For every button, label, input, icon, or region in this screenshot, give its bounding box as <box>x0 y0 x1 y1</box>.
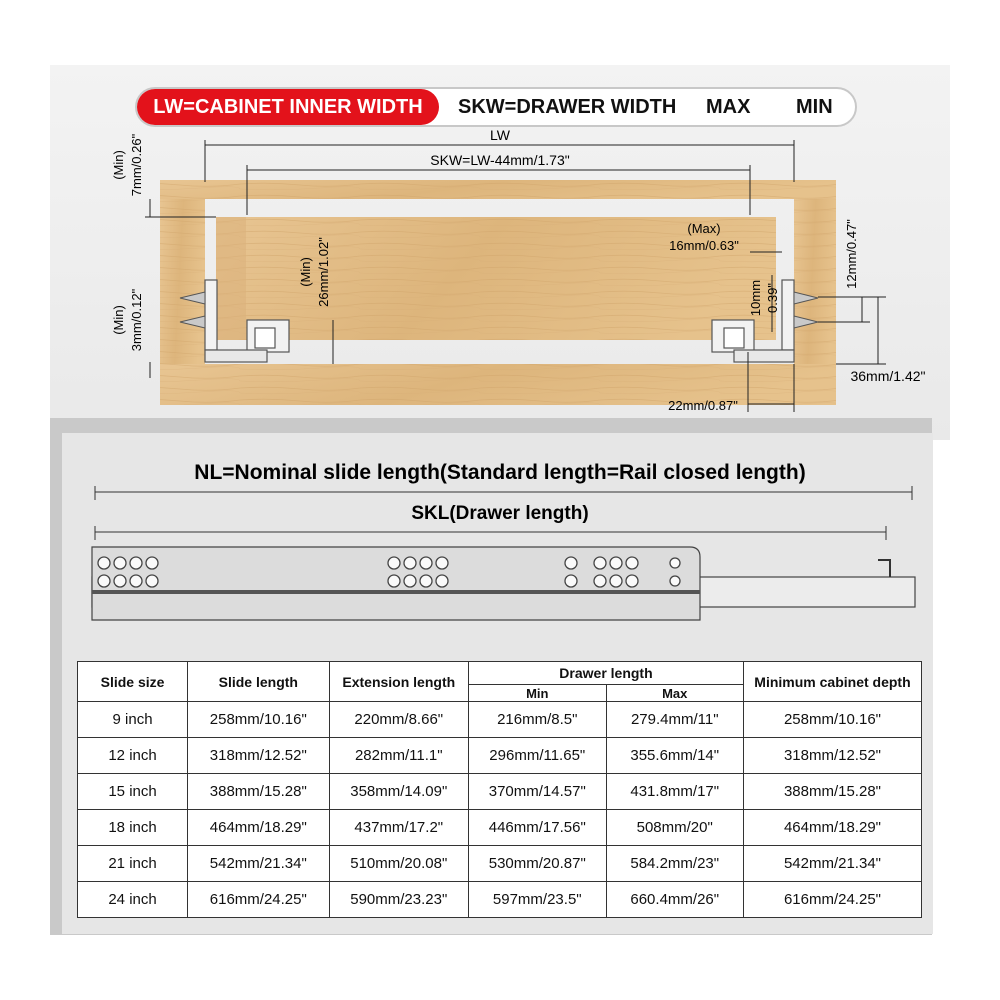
cell-slide-length: 318mm/12.52" <box>188 738 329 774</box>
cell-min-cabinet-depth: 318mm/12.52" <box>743 738 921 774</box>
cell-min-cabinet-depth: 542mm/21.34" <box>743 846 921 882</box>
drawer-height-min-label: (Min) <box>298 257 313 287</box>
nl-dimension-line <box>95 486 912 500</box>
side-gap-max-label: (Max) <box>687 221 721 236</box>
legend-min: MIN <box>796 96 833 118</box>
cell-extension-length: 220mm/8.66" <box>329 702 468 738</box>
right-36mm-label: 36mm/1.42" <box>850 368 926 384</box>
table-row <box>78 810 922 846</box>
cell-slide-size: 21 inch <box>78 846 188 882</box>
skl-label: SKL(Drawer length) <box>411 503 589 524</box>
cell-drawer-max: 508mm/20" <box>606 810 743 846</box>
cell-slide-length: 388mm/15.28" <box>188 774 329 810</box>
skl-dimension-line <box>95 526 886 540</box>
cell-min-cabinet-depth: 258mm/10.16" <box>743 702 921 738</box>
cell-drawer-min: 446mm/17.56" <box>469 810 607 846</box>
header-min-cabinet-depth: Minimum cabinet depth <box>743 662 921 702</box>
skw-label: SKW=LW-44mm/1.73" <box>430 152 570 168</box>
legend-max: MAX <box>706 96 751 118</box>
slide-rail <box>92 547 915 620</box>
side-gap-value-label: 16mm/0.63" <box>669 238 739 253</box>
cell-drawer-min: 530mm/20.87" <box>469 846 607 882</box>
cell-drawer-min: 216mm/8.5" <box>469 702 607 738</box>
cell-extension-length: 590mm/23.23" <box>329 882 468 918</box>
bottom-22mm-label: 22mm/0.87" <box>668 398 738 413</box>
inner-039-label: 0.39" <box>765 283 780 313</box>
right-12mm-label: 12mm/0.47" <box>844 219 859 289</box>
bottom-gap-min-label: (Min) <box>111 305 126 335</box>
header-drawer-min: Min <box>469 685 607 702</box>
cell-drawer-min: 296mm/11.65" <box>469 738 607 774</box>
lw-label: LW <box>490 127 510 143</box>
legend-skw: SKW=DRAWER WIDTH <box>458 96 677 118</box>
cell-slide-size: 15 inch <box>78 774 188 810</box>
cell-drawer-min: 597mm/23.5" <box>469 882 607 918</box>
cell-drawer-min: 370mm/14.57" <box>469 774 607 810</box>
cell-drawer-max: 431.8mm/17" <box>606 774 743 810</box>
cell-slide-length: 464mm/18.29" <box>188 810 329 846</box>
header-extension-length: Extension length <box>329 662 468 702</box>
cell-slide-size: 9 inch <box>78 702 188 738</box>
top-gap-value-label: 7mm/0.26" <box>129 133 144 197</box>
top-gap-min-label: (Min) <box>111 150 126 180</box>
cell-slide-size: 18 inch <box>78 810 188 846</box>
cell-extension-length: 282mm/11.1" <box>329 738 468 774</box>
inner-10mm-label: 10mm <box>748 279 763 317</box>
table-row <box>78 846 922 882</box>
table-row <box>78 882 922 918</box>
cell-slide-length: 542mm/21.34" <box>188 846 329 882</box>
cell-drawer-max: 584.2mm/23" <box>606 846 743 882</box>
cell-extension-length: 358mm/14.09" <box>329 774 468 810</box>
cell-drawer-max: 355.6mm/14" <box>606 738 743 774</box>
header-drawer-length: Drawer length <box>469 662 744 685</box>
drawer-height-value-label: 26mm/1.02" <box>316 237 331 307</box>
table-row <box>78 702 922 738</box>
cell-drawer-max: 279.4mm/11" <box>606 702 743 738</box>
header-slide-size: Slide size <box>78 662 188 702</box>
header-drawer-max: Max <box>606 685 743 702</box>
header-slide-length: Slide length <box>188 662 329 702</box>
cell-min-cabinet-depth: 616mm/24.25" <box>743 882 921 918</box>
nl-label: NL=Nominal slide length(Standard length=Rail closed length) <box>194 461 806 484</box>
table-row <box>78 774 922 810</box>
cell-drawer-max: 660.4mm/26" <box>606 882 743 918</box>
table-header-row <box>78 662 922 685</box>
table-row <box>78 738 922 774</box>
bottom-gap-value-label: 3mm/0.12" <box>129 288 144 352</box>
cell-min-cabinet-depth: 388mm/15.28" <box>743 774 921 810</box>
cell-slide-size: 24 inch <box>78 882 188 918</box>
cell-min-cabinet-depth: 464mm/18.29" <box>743 810 921 846</box>
cell-extension-length: 510mm/20.08" <box>329 846 468 882</box>
spec-table <box>77 661 922 918</box>
cell-slide-length: 616mm/24.25" <box>188 882 329 918</box>
legend-lw: LW=CABINET INNER WIDTH <box>137 89 439 125</box>
cell-slide-length: 258mm/10.16" <box>188 702 329 738</box>
cell-extension-length: 437mm/17.2" <box>329 810 468 846</box>
cell-slide-size: 12 inch <box>78 738 188 774</box>
